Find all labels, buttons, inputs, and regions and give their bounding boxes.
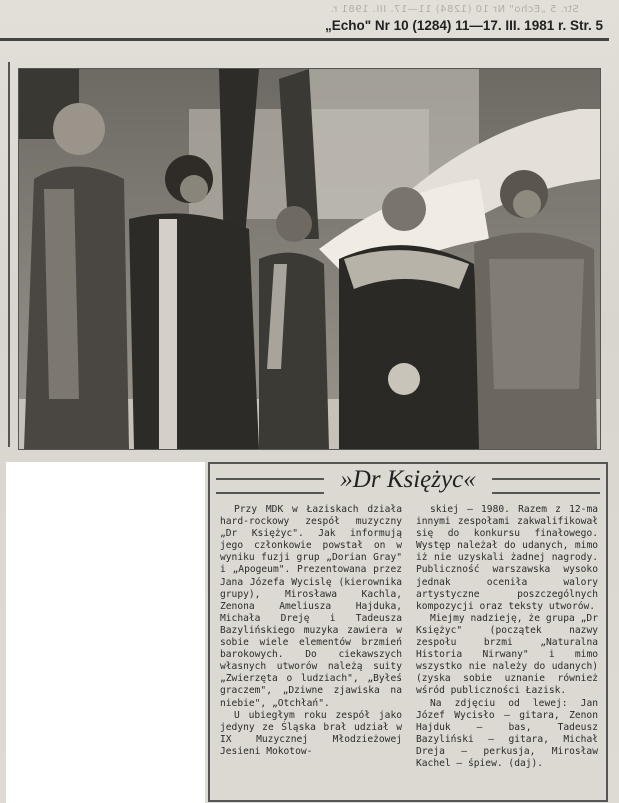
margin-line xyxy=(8,62,10,447)
paragraph: skiej — 1980. Razem z 12-ma innymi zespołami zakwalifikował się do konkursu finałowego. Występ należał do udanych, mimo iż nie uzyskali żadnej nagrody. Publiczność warszawska wysoko jednak oceniła walory artystyczne poszczególnych kompozycji oraz teksty utworów. xyxy=(416,504,598,612)
article-column-2 xyxy=(416,504,598,794)
header-rule xyxy=(0,38,609,41)
page-header: „Echo" Nr 10 (1284) 11—17. III. 1981 r. Str. 5 xyxy=(324,18,603,33)
paragraph: Na zdjęciu od lewej: Jan Józef Wycisło — gitara, Zenon Hajduk — bas, Tadeusz Bazyliński — gitara, Michał Dreja — perkusja, Mirosław Kachel — śpiew. (daj). xyxy=(416,697,598,769)
article xyxy=(208,462,608,802)
blank-area xyxy=(6,462,205,803)
band-photo xyxy=(18,68,601,450)
bleed-through-text: Str. 5 „Echo" Nr 10 (1284) 11—17. III. 1981 r. xyxy=(330,4,579,15)
article-column-1 xyxy=(220,504,402,794)
article-title: »Dr Księżyc« xyxy=(340,466,476,493)
paragraph: Miejmy nadzieję, że grupa „Dr Księżyc" (początek nazwy zespołu brzmi „Naturalna Historia Nirwany" i mimo wszystko nie należy do udanych) (zyska sobie uznanie również wśród publiczności Łazisk. xyxy=(416,612,598,697)
paragraph: Przy MDK w Łaziskach działa hard-rockowy zespół muzyczny „Dr Księżyc". Jak informują jego członkowie powstał on w wyniku fuzji grup „Dorian Gray" i „Apogeum". Prezentowana przez Jana Józefa Wycislę (kierownika grupy), Mirosława Kachla, Zenona Ameliusza Hajduka, Michała Dreję i Tadeusza Bazylińskiego muzyka zawiera w sobie wiele elementów brzmień barokowych. Do ciekawszych własnych utworów należą suity „Zwierzęta o ludziach", „Byłeś graczem", „Dziwne zjawiska na niebie", „Otchłań". xyxy=(220,504,402,709)
band-photo-icon xyxy=(19,69,600,449)
article-body xyxy=(220,504,598,794)
paragraph: U ubiegłym roku zespół jako jedyny ze Śląska brał udział w IX Muzycznej Młodzieżowej Jesieni Mokotow- xyxy=(220,709,402,757)
